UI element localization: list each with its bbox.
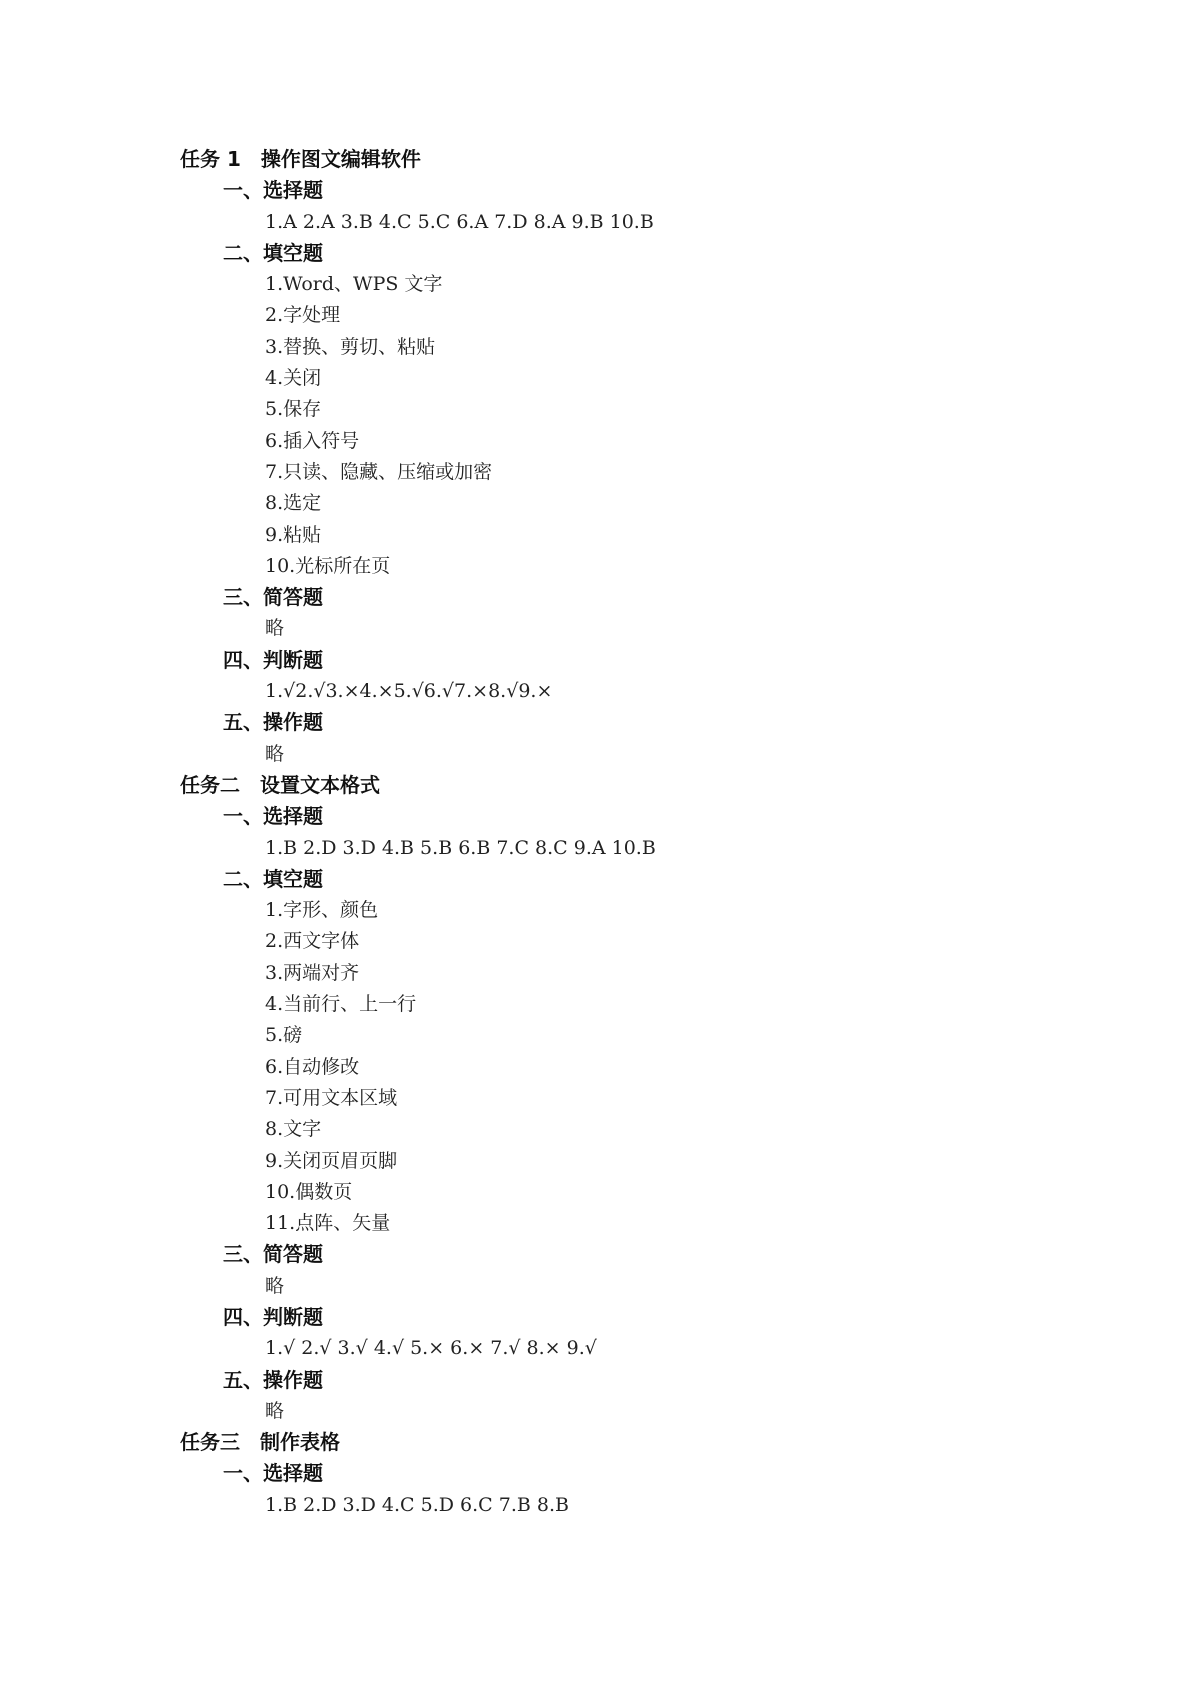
task-1-section-2-answer-2: 2.字处理: [265, 304, 341, 327]
task-2-section-1-answer-1: 1.B 2.D 3.D 4.B 5.B 6.B 7.C 8.C 9.A 10.B: [265, 836, 656, 859]
task-1-section-2-answer-8: 8.选定: [265, 492, 322, 515]
task-2-section-4-heading: 四、判断题: [223, 1304, 323, 1329]
task-2-section-2-answer-11: 11.点阵、矢量: [265, 1212, 391, 1235]
task-2-section-2-answer-8: 8.文字: [265, 1118, 322, 1141]
task-1-section-2-answer-10: 10.光标所在页: [265, 554, 391, 577]
task-2-section-2-answer-2: 2.西文字体: [265, 930, 360, 953]
task-1-section-4-heading: 四、判断题: [223, 647, 323, 672]
task-1-section-2-answer-7: 7.只读、隐藏、压缩或加密: [265, 460, 493, 483]
task-3-title: 任务三 制作表格: [180, 1430, 340, 1455]
task-1-section-3-heading: 三、简答题: [223, 585, 323, 610]
task-2-section-2-answer-7: 7.可用文本区域: [265, 1086, 398, 1109]
task-1-section-2-heading: 二、填空题: [223, 240, 323, 265]
task-1-section-5-answer-1: 略: [265, 742, 285, 765]
answer-document: [180, 144, 1080, 1521]
task-1-section-4-answer-1: 1.√2.√3.×4.×5.√6.√7.×8.√9.×: [265, 680, 553, 703]
task-1-section-5-heading: 五、操作题: [223, 710, 323, 735]
task-2-section-3-heading: 三、简答题: [223, 1242, 323, 1267]
task-1-section-2-answer-1: 1.Word、WPS 文字: [265, 273, 443, 296]
task-2-section-5-heading: 五、操作题: [223, 1367, 323, 1392]
task-2-section-4-answer-1: 1.√ 2.√ 3.√ 4.√ 5.× 6.× 7.√ 8.× 9.√: [265, 1337, 597, 1360]
task-1-section-2-answer-6: 6.插入符号: [265, 429, 360, 452]
task-2-section-1-heading: 一、选择题: [223, 804, 323, 829]
task-2-section-2-answer-10: 10.偶数页: [265, 1180, 353, 1203]
task-1-section-2-answer-3: 3.替换、剪切、粘贴: [265, 335, 436, 358]
task-2-section-2-answer-9: 9.关闭页眉页脚: [265, 1149, 398, 1172]
task-2-section-2-answer-1: 1.字形、颜色: [265, 899, 379, 922]
task-2-section-2-answer-3: 3.两端对齐: [265, 961, 360, 984]
task-1-section-2-answer-4: 4.关闭: [265, 367, 322, 390]
task-2-title: 任务二 设置文本格式: [180, 772, 380, 797]
task-1-section-1-answer-1: 1.A 2.A 3.B 4.C 5.C 6.A 7.D 8.A 9.B 10.B: [265, 210, 654, 233]
task-2-section-3-answer-1: 略: [265, 1274, 285, 1297]
task-1-section-2-answer-9: 9.粘贴: [265, 523, 322, 546]
task-1-section-2-answer-5: 5.保存: [265, 398, 322, 421]
task-3-section-1-answer-1: 1.B 2.D 3.D 4.C 5.D 6.C 7.B 8.B: [265, 1493, 569, 1516]
task-2-section-5-answer-1: 略: [265, 1399, 285, 1422]
task-1-title: 任务 1 操作图文编辑软件: [180, 147, 421, 171]
task-2-section-2-heading: 二、填空题: [223, 866, 323, 891]
task-1-section-3-answer-1: 略: [265, 617, 285, 640]
task-3-section-1-heading: 一、选择题: [223, 1461, 323, 1486]
task-2-section-2-answer-6: 6.自动修改: [265, 1055, 360, 1078]
task-1-section-1-heading: 一、选择题: [223, 178, 323, 203]
task-2-section-2-answer-5: 5.磅: [265, 1024, 303, 1047]
task-2-section-2-answer-4: 4.当前行、上一行: [265, 993, 417, 1016]
